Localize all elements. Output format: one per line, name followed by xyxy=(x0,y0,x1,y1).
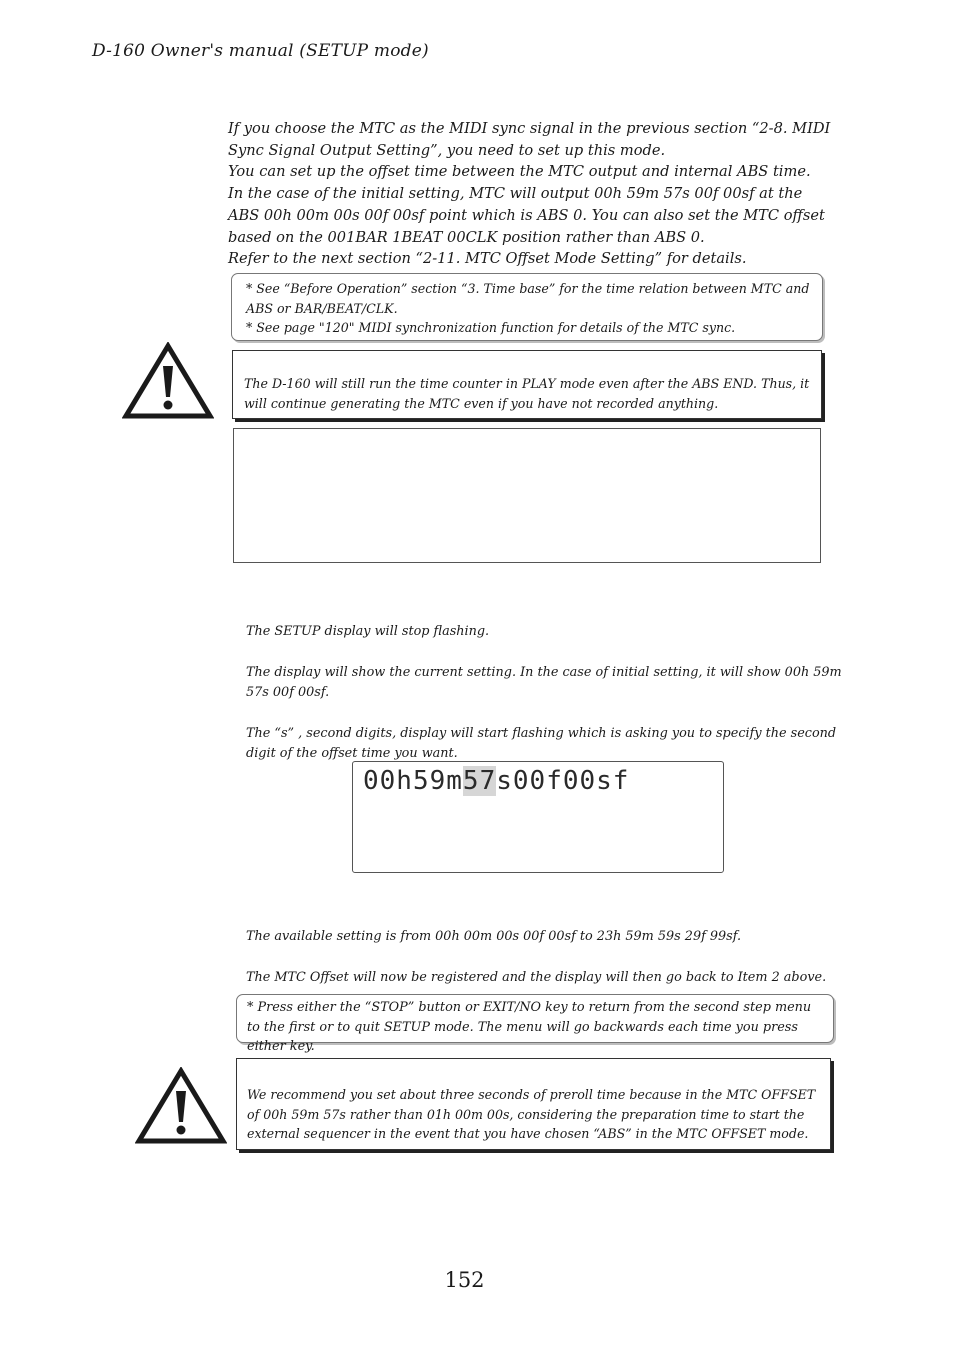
intro-text xyxy=(228,118,838,270)
intro-paragraph: If you choose the MTC as the MIDI sync signal in the previous section “2-8. MIDI Sync Signal Output Setting”, you need to set up this mode. xyxy=(228,120,831,159)
step-text-3 xyxy=(246,724,846,763)
warning-box-preroll xyxy=(236,1058,831,1150)
lcd-segment: 00h59m xyxy=(363,766,463,796)
note-line: * See “Before Operation” section “3. Time base” for the time relation between MTC and ABS or BAR/BEAT/CLK. xyxy=(246,281,810,316)
page-header: D-160 Owner's manual (SETUP mode) xyxy=(92,41,429,61)
note-line: * Press either the “STOP” button or EXIT/NO key to return from the second step menu to the first or to quit SETUP mode. The menu will go backwards each time you press either key. xyxy=(247,1000,812,1054)
lcd-display xyxy=(352,761,724,873)
lcd-flashing-digits: 57 xyxy=(462,766,497,796)
lcd-readout xyxy=(363,766,629,796)
step-text-1 xyxy=(246,622,489,642)
step-text: The MTC Offset will now be registered and the display will then go back to Item 2 above. xyxy=(246,970,827,985)
step-text-5 xyxy=(246,968,826,988)
step-text: The available setting is from 00h 00m 00s 00f 00sf to 23h 59m 59s 29f 99sf. xyxy=(246,929,742,944)
step-text: The SETUP display will stop flashing. xyxy=(246,624,490,639)
warning-icon xyxy=(122,342,214,420)
intro-paragraph: You can set up the offset time between the MTC output and internal ABS time. xyxy=(228,163,811,181)
step-text-2 xyxy=(246,663,846,702)
warning-box-mtc-run xyxy=(232,350,822,419)
page-number: 152 xyxy=(444,1268,485,1292)
step-text: The display will show the current setting. In the case of initial setting, it will show 00h 59m 57s 00f 00sf. xyxy=(246,665,842,700)
display-illustration-placeholder xyxy=(233,428,821,563)
intro-paragraph: In the case of the initial setting, MTC will output 00h 59m 57s 00f 00sf at the ABS 00h 00m 00s 00f 00sf point which is ABS 0. You can also set the MTC offset based on the 001BAR 1BEAT 00CLK position rather than ABS 0. xyxy=(228,185,825,246)
step-text-4 xyxy=(246,927,741,947)
lcd-segment: s00f00sf xyxy=(496,766,630,796)
warning-text: The D-160 will still run the time counter in PLAY mode even after the ABS END. Thus, it will continue generating the MTC even if you have not recorded anything. xyxy=(244,376,810,411)
note-line: * See page "120" MIDI synchronization function for details of the MTC sync. xyxy=(246,320,736,335)
warning-text: We recommend you set about three seconds of preroll time because in the MTC OFFSET of 00h 59m 57s rather than 01h 00m 00s, considering the preparation time to start the external sequencer in the event that you have chosen “ABS” in the MTC OFFSET mode. xyxy=(247,1087,816,1141)
step-text: The “s” , second digits, display will start flashing which is asking you to specify the second digit of the offset time you want. xyxy=(246,726,837,761)
warning-icon xyxy=(135,1067,227,1145)
intro-paragraph: Refer to the next section “2-11. MTC Offset Mode Setting” for details. xyxy=(228,250,747,268)
note-box-reference xyxy=(231,273,823,341)
note-box-navigation xyxy=(236,994,834,1054)
